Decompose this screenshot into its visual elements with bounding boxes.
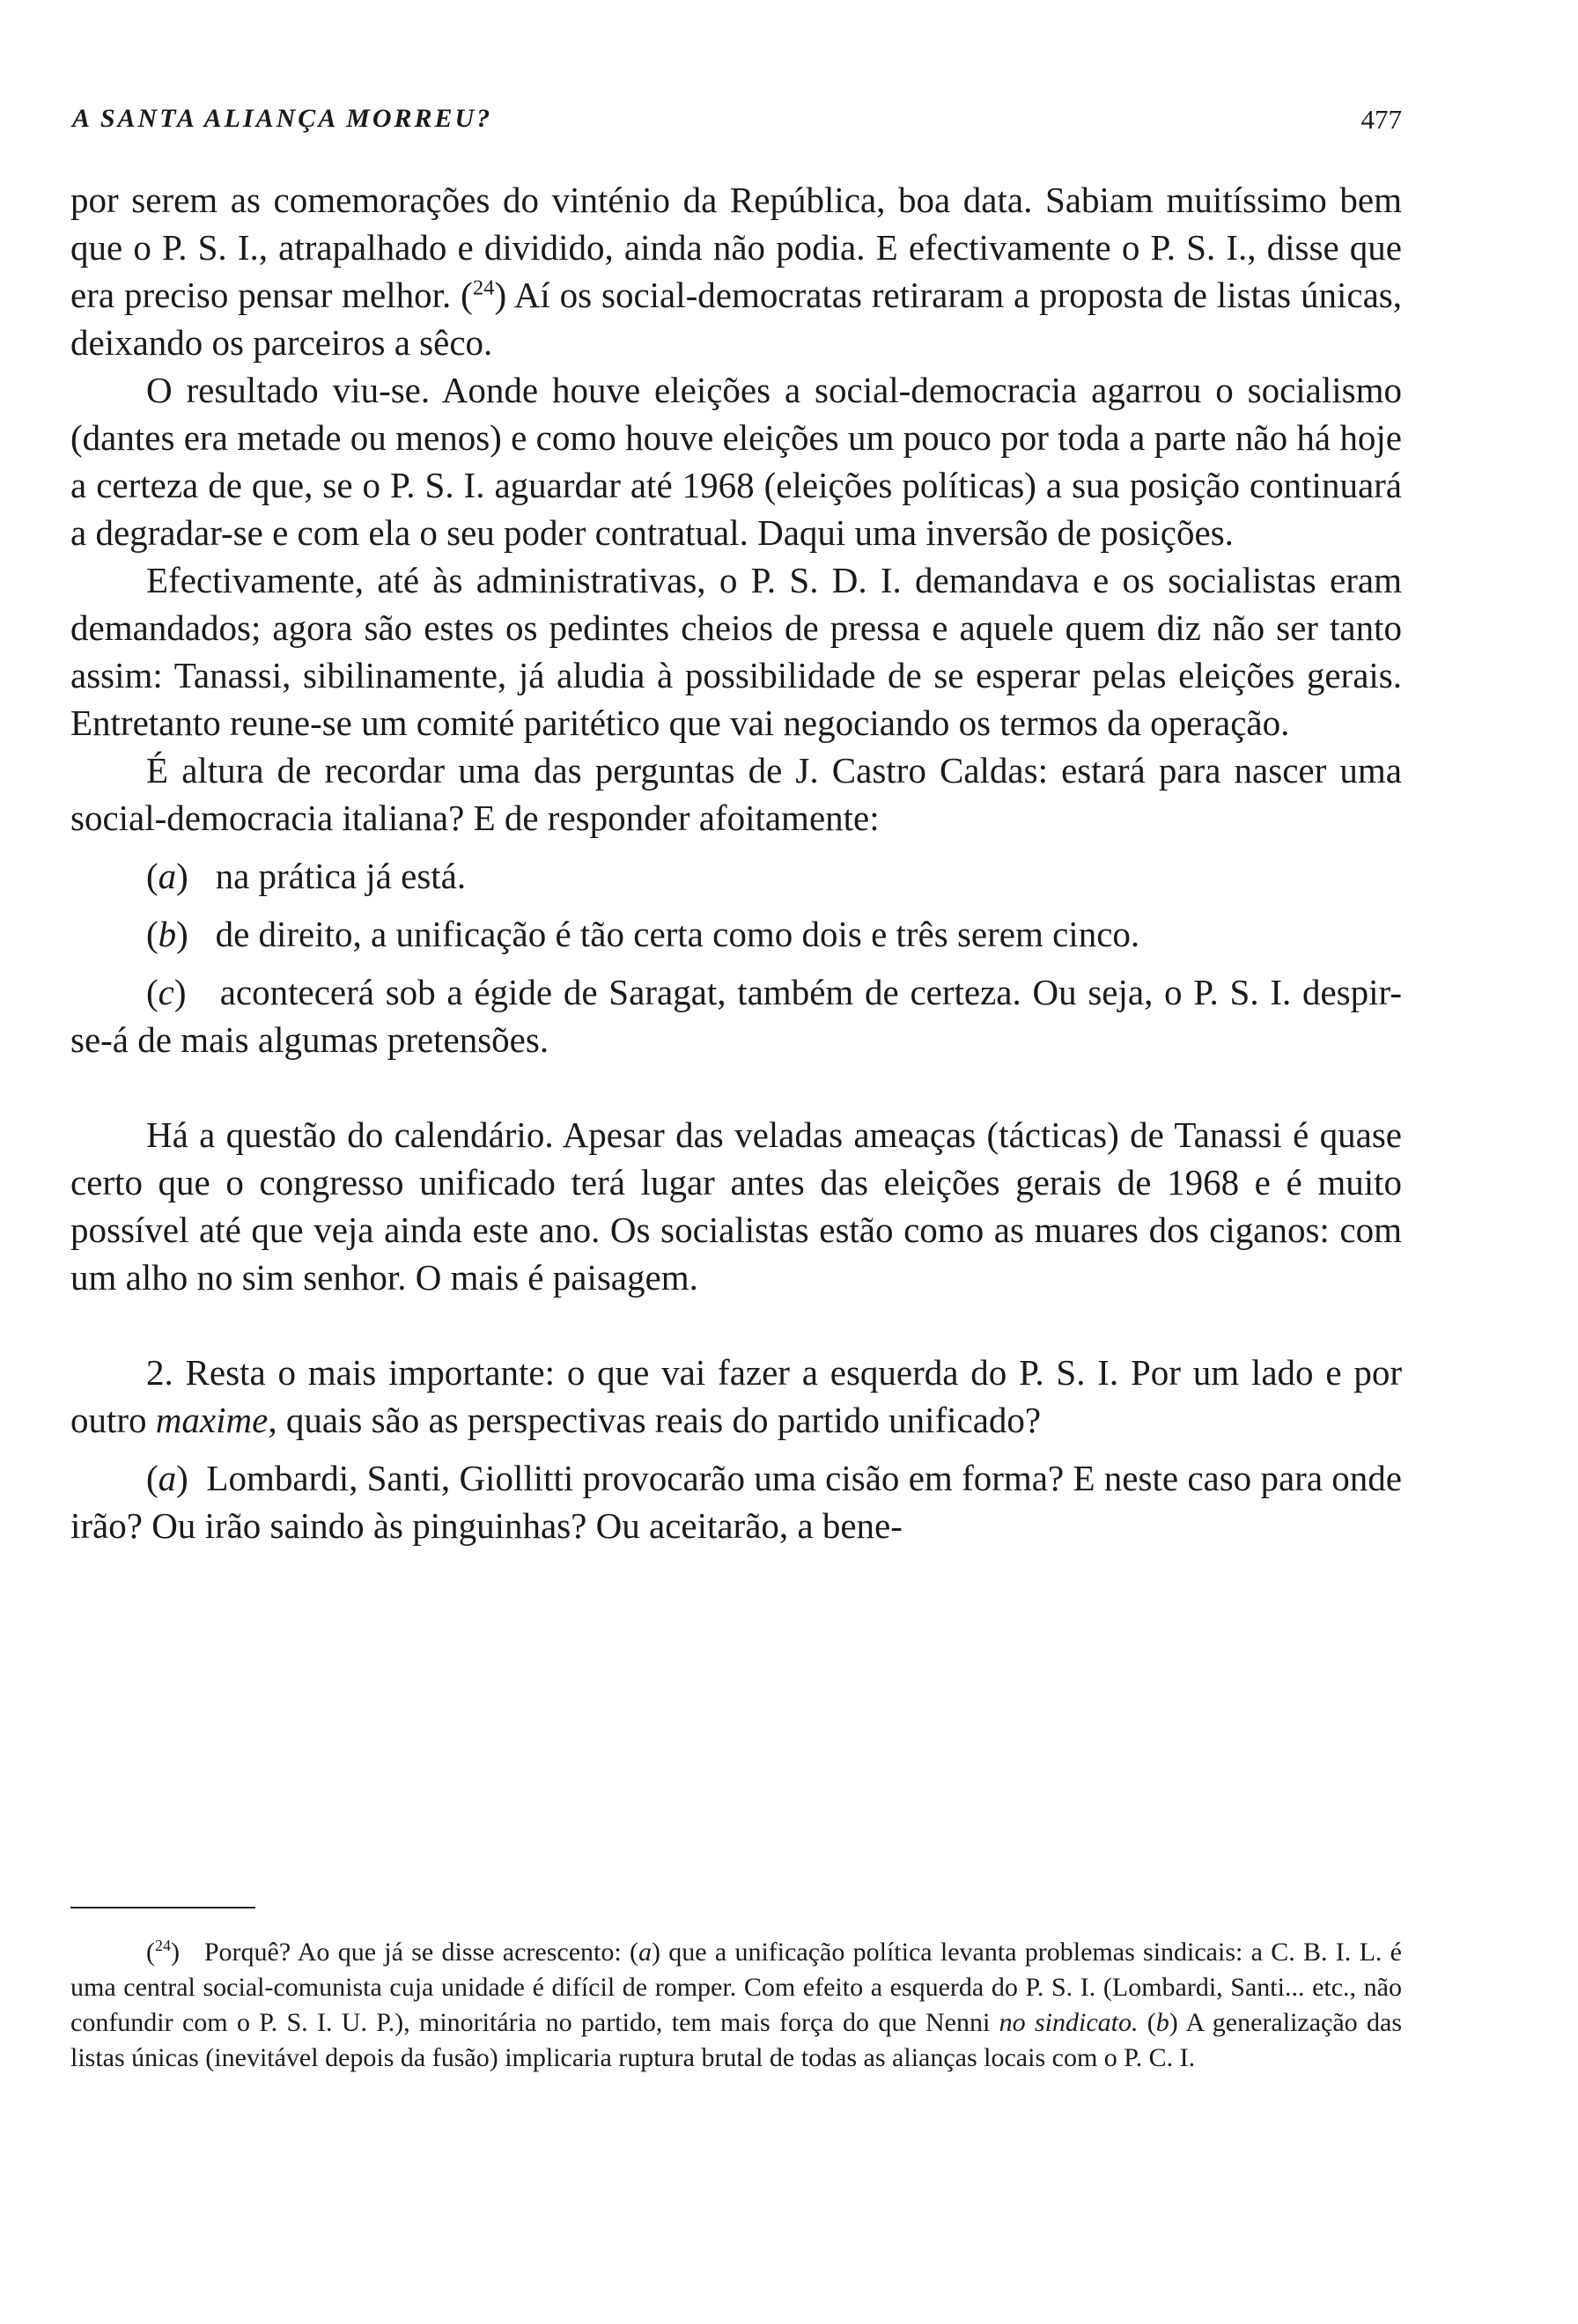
list-marker: a bbox=[158, 856, 177, 896]
paragraph-1: por serem as comemorações do vinténio da República, boa data. Sabiam muitíssimo bem que o P. S. I., atrapalhado e dividido, ainda não podia. E efectivamente o P. S. I., disse que era preciso pensar melhor. ($^{24}$) Aí os social-democratas retiraram a proposta de listas únicas, deixando os parceiros a sêco. bbox=[70, 180, 1402, 363]
footnote-marker: b bbox=[1155, 2008, 1169, 2037]
list-item-text: acontecerá sob a égide de Saragat, também de certeza. Ou seja, o P. S. I. despir-se-á de mais algumas pretensões. bbox=[70, 972, 1403, 1060]
paragraph-6-text: 2. Resta o mais importante: o que vai fazer a esquerda do P. S. I. Por um lado e por outro bbox=[70, 1352, 1402, 1440]
footnote-text: A generalização das listas únicas (inevitável depois da fusão) implicaria ruptura brutal de todas as alianças locais com o P. C. I. bbox=[70, 2008, 1403, 2072]
footnote-text: Porquê? Ao que já se disse acrescento: bbox=[203, 1938, 622, 1967]
list-item-text: na prática já está. bbox=[215, 856, 467, 896]
footnote-marker: a bbox=[638, 1938, 652, 1967]
list-item-text: de direito, a unificação é tão certa como dois e três serem cinco. bbox=[215, 914, 1140, 954]
paragraph-2: O resultado viu-se. Aonde houve eleições a social-democracia agarrou o socialismo (dantes era metade ou menos) e como houve eleições um pouco por toda a parte não há hoje a certeza de que, se o P. S. I. aguardar até 1968 (eleições políticas) a sua posição continuará a degradar-se e com ela o seu poder contratual. Daqui uma inversão de posições. bbox=[70, 370, 1402, 553]
paragraph-1-text: por serem as comemorações do vinténio da República, boa data. Sabiam muitíssimo bem que o P. S. I., atrapalhado e dividido, ainda não podia. E efectivamente o P. S. I., disse que era preciso pensar melhor. bbox=[70, 180, 1402, 315]
body-text bbox=[70, 176, 1402, 1549]
list-item-a: (a) na prática já está. bbox=[146, 856, 467, 896]
footnote-reference: 24 bbox=[472, 276, 495, 300]
list-marker: c bbox=[158, 972, 174, 1012]
footnote-number: 24 bbox=[155, 1937, 171, 1954]
emphasis-maxime: maxime bbox=[155, 1400, 269, 1440]
footnote-text: que a unificação política levanta problemas sindicais: a C. B. I. L. é uma central social-comunista cuja unidade é difícil de romper. Com efeito a esquerda do P. S. I. (Lombardi, Santi... etc., não confundir com o P. S. I. U. P.), minoritária no partido, tem mais força do que Nenni bbox=[70, 1938, 1402, 2037]
running-head: A SANTA ALIANÇA MORREU? bbox=[72, 104, 493, 133]
emphasis-no-sindicato: no sindicato. bbox=[999, 2008, 1139, 2037]
list-marker: b bbox=[158, 914, 177, 954]
paragraph-1-tail: Aí os social-democratas retiraram a proposta de listas únicas, deixando os parceiros a sêco. bbox=[70, 275, 1402, 363]
paragraph-6-tail: , quais são as perspectivas reais do partido unificado? bbox=[268, 1400, 1042, 1440]
document-page bbox=[70, 0, 1402, 2324]
paragraph-6 bbox=[70, 1349, 1402, 1444]
list-item-b: (b) de direito, a unificação é tão certa como dois e três serem cinco. bbox=[146, 914, 1140, 954]
page-number: 477 bbox=[1360, 104, 1402, 135]
paragraph-3: Efectivamente, até às administrativas, o P. S. D. I. demandava e os socialistas eram demandados; agora são estes os pedintes cheios de pressa e aquele quem diz não ser tanto assim: Tanassi, sibilinamente, já aludia à possibilidade de se esperar pelas eleições gerais. Entretanto reune-se um comité paritético que vai negociando os termos da operação. bbox=[70, 560, 1402, 743]
list-item-c: (c) acontecerá sob a égide de Saragat, também de certeza. Ou seja, o P. S. I. despir-se-á de mais algumas pretensões. bbox=[70, 972, 1403, 1060]
page-header bbox=[70, 99, 1402, 143]
footnote-divider bbox=[70, 1907, 255, 1908]
paragraph-7: (a) Lombardi, Santi, Giollitti provocarão uma cisão em forma? E neste caso para onde irão? Ou irão saindo às pinguinhas? Ou aceitarão, a bene- bbox=[70, 1458, 1403, 1546]
paragraph-7-text: Lombardi, Santi, Giollitti provocarão uma cisão em forma? E neste caso para onde irão? Ou irão saindo às pinguinhas? Ou aceitarão, a bene- bbox=[70, 1458, 1403, 1546]
paragraph-5: Há a questão do calendário. Apesar das veladas ameaças (tácticas) de Tanassi é quase certo que o congresso unificado terá lugar antes das eleições gerais de 1968 e é muito possível até que veja ainda este ano. Os socialistas estão como as muares dos ciganos: com um alho no sim senhor. O mais é paisagem. bbox=[70, 1114, 1402, 1298]
list-marker: a bbox=[158, 1458, 177, 1498]
paragraph-4: É altura de recordar uma das perguntas de J. Castro Caldas: estará para nascer uma social-democracia italiana? E de responder afoitamente: bbox=[70, 750, 1402, 838]
footnote-24: ($^{24}$) Porquê? Ao que já se disse acrescento: (a) que a unificação política levanta problemas sindicais: a C. B. I. L. é uma central social-comunista cuja unidade é difícil de romper. Com efeito a esquerda do P. S. I. (Lombardi, Santi... etc., não confundir com o P. S. I. U. P.), minoritária no partido, tem mais força do que Nenni no sindicato. (b) A generalização das listas únicas (inevitável depois da fusão) implicaria ruptura brutal de todas as alianças locais com o P. C. I. bbox=[70, 1937, 1403, 2072]
footnote bbox=[70, 1935, 1402, 2076]
